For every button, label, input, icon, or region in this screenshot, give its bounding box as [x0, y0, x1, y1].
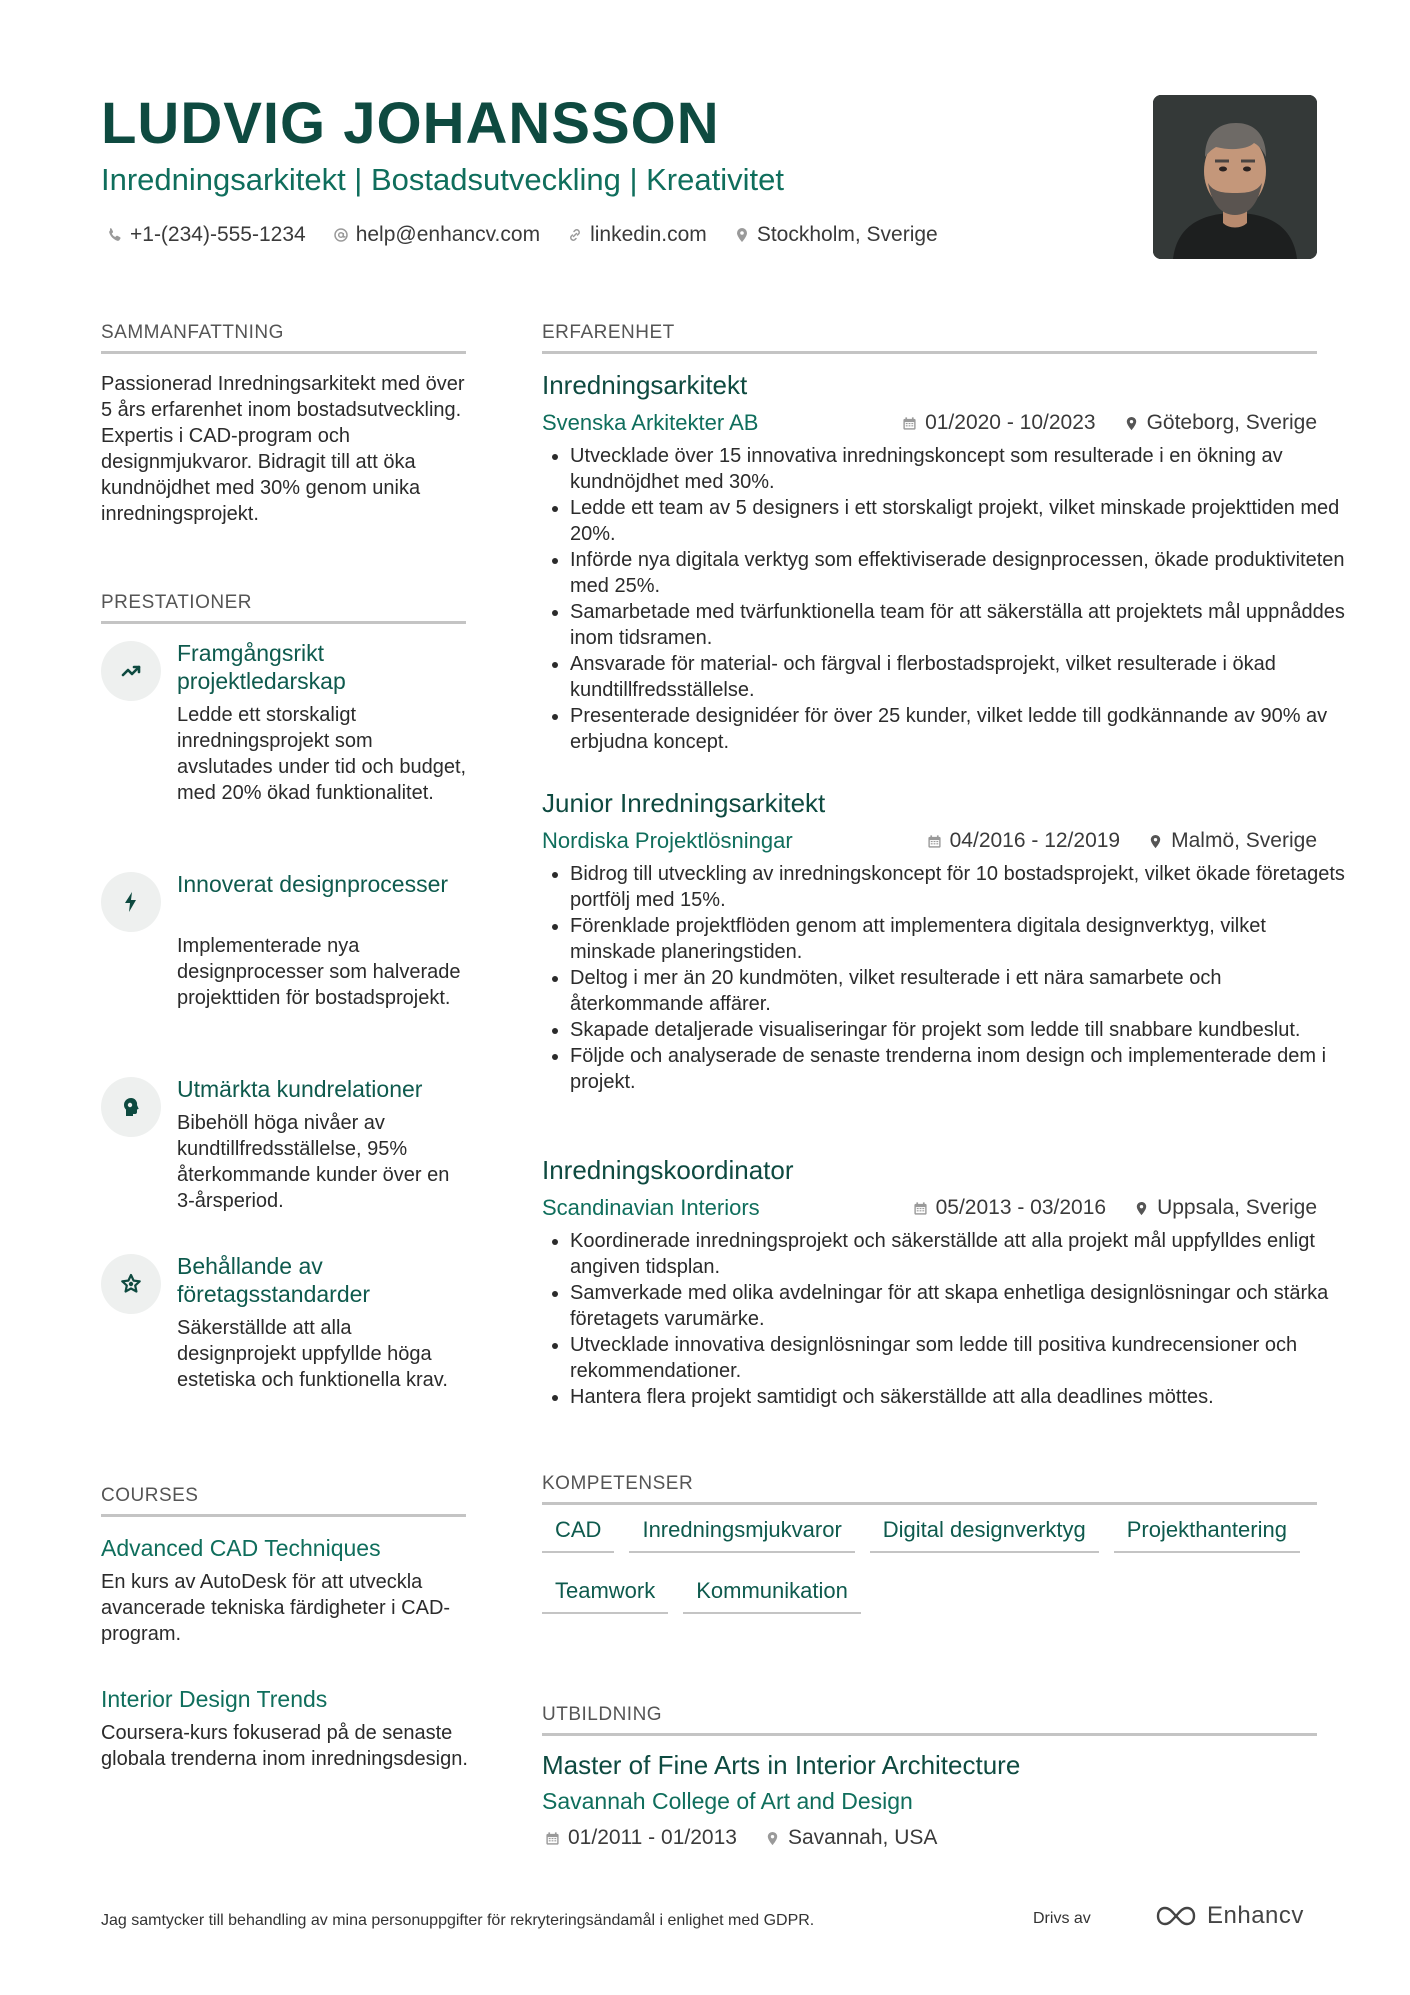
gdpr-consent: Jag samtycker till behandling av mina personuppgifter för rekryteringsändamål i enlighet med GDPR. — [101, 1912, 815, 1929]
courses-heading: COURSES — [101, 1484, 466, 1517]
contact-phone[interactable] — [107, 220, 306, 250]
star-icon — [119, 1272, 143, 1296]
list-item: • Ledde ett team av 5 designers i ett storskaligt projekt, vilket minskade projekttiden med 20%. — [570, 495, 1350, 547]
list-item: • Deltog i mer än 20 kundmöten, vilket resulterade i ett nära samarbete och återkommande affärer. — [570, 965, 1350, 1017]
list-item: • Presenterade designidéer för över 25 kunder, vilket ledde till godkännande av 90% av erbjudna koncept. — [570, 703, 1350, 755]
edu-school: Savannah College of Art and Design — [542, 1788, 913, 1814]
edu-location: Savannah, USA — [787, 1826, 938, 1849]
contact-linkedin[interactable] — [567, 220, 707, 250]
job-title: Junior Inredningsarkitekt — [542, 788, 826, 818]
education-heading: UTBILDNING — [542, 1703, 1317, 1736]
achievement-item — [101, 1252, 471, 1432]
list-item: • Hantera flera projekt samtidigt och säkerställde att alla deadlines möttes. — [570, 1384, 1350, 1410]
contact-email[interactable] — [333, 220, 540, 250]
location-pin-icon — [1134, 1201, 1149, 1216]
summary-text: Passionerad Inredningsarkitekt med över 5 års erfarenhet inom bostadsutveckling. Expertis i CAD-program och designmjukvaror. Bidragit till att öka kundnöjdhet med 30% genom unika inredningsprojekt. — [101, 373, 465, 525]
edu-dates: 01/2011 - 01/2013 — [568, 1826, 737, 1849]
skill-tag: Kommunikation — [683, 1577, 861, 1614]
achievement-item — [101, 639, 471, 839]
company-name: Nordiska Projektlösningar — [542, 828, 793, 853]
achievement-item — [101, 1075, 471, 1225]
list-item: • Införde nya digitala verktyg som effektiviserade designprocessen, ökade produktiviteten med 25%. — [570, 547, 1350, 599]
list-item: • Skapade detaljerade visualiseringar för projekt som ledde till snabbare kundbeslut. — [570, 1017, 1350, 1043]
at-icon — [333, 227, 349, 243]
location-pin-icon — [734, 227, 750, 243]
job-bullets — [542, 861, 1350, 1095]
powered-by-label: Drivs av — [1033, 1910, 1091, 1927]
calendar-icon — [927, 834, 942, 849]
list-item: • Utvecklade innovativa designlösningar som ledde till positiva kundrecensioner och rekommendationer. — [570, 1332, 1350, 1384]
location-text: Stockholm, Sverige — [756, 223, 938, 246]
list-item: • Ansvarade för material- och färgval i flerbostadsprojekt, vilket resulterade i ökad kundtillfredsställelse. — [570, 651, 1350, 703]
job-location: Malmö, Sverige — [1171, 829, 1317, 852]
calendar-icon — [913, 1201, 928, 1216]
achievement-desc: Säkerställde att alla designprojekt uppfyllde höga estetiska och funktionella krav. — [177, 1317, 448, 1391]
list-item: • Förenklade projektflöden genom att implementera digitala designverktyg, vilket minskade planeringstiden. — [570, 913, 1350, 965]
company-name: Scandinavian Interiors — [542, 1195, 760, 1220]
head-icon — [119, 1095, 143, 1119]
contact-bar — [107, 220, 938, 250]
phone-icon — [107, 227, 123, 243]
headline: Inredningsarkitekt | Bostadsutveckling | Kreativitet — [101, 162, 784, 197]
linkedin-text: linkedin.com — [590, 223, 707, 246]
course-title: Advanced CAD Techniques — [101, 1535, 381, 1561]
achievement-desc: Ledde ett storskaligt inredningsprojekt som avslutades under tid och budget, med 20% ökad funktionalitet. — [177, 704, 467, 804]
job-bullets — [542, 443, 1350, 755]
edu-meta — [545, 1823, 937, 1853]
edu-degree: Master of Fine Arts in Interior Architecture — [542, 1750, 1021, 1780]
location-pin-icon — [765, 1831, 780, 1846]
list-item: • Samverkade med olika avdelningar för att skapa enhetliga designlösningar och stärka företagets varumärke. — [570, 1280, 1350, 1332]
achievement-title: Framgångsrikt projektledarskap — [177, 640, 346, 694]
contact-location — [734, 220, 938, 250]
job-meta — [927, 826, 1317, 856]
list-item: • Bidrog till utveckling av inredningskoncept för 10 bostadsprojekt, vilket ökade företagets portfölj med 15%. — [570, 861, 1350, 913]
brand-logo[interactable] — [1153, 1900, 1304, 1932]
job-location: Göteborg, Sverige — [1146, 411, 1317, 434]
skill-tag: Digital designverktyg — [870, 1516, 1099, 1553]
achievement-desc: Implementerade nya designprocesser som halverade projekttiden för bostadsprojekt. — [177, 935, 461, 1009]
job-location: Uppsala, Sverige — [1157, 1196, 1317, 1219]
location-pin-icon — [1124, 416, 1139, 431]
list-item: • Koordinerade inredningsprojekt och säkerställde att alla projekt mål uppfylldes enligt angiven tidsplan. — [570, 1228, 1350, 1280]
job-meta — [902, 408, 1317, 438]
list-item: • Samarbetade med tvärfunktionella team för att säkerställa att projektets mål uppnåddes inom tidsramen. — [570, 599, 1350, 651]
experience-heading: ERFARENHET — [542, 321, 1317, 354]
job-bullets — [542, 1228, 1350, 1410]
lightning-icon — [119, 890, 143, 914]
achievements-heading: PRESTATIONER — [101, 591, 466, 624]
job-title: Inredningsarkitekt — [542, 370, 748, 400]
skill-tag: Inredningsmjukvaror — [629, 1516, 854, 1553]
list-item: • Utvecklade över 15 innovativa inredningskoncept som resulterade i en ökning av kundnöjdhet med 30%. — [570, 443, 1350, 495]
skill-tag: CAD — [542, 1516, 614, 1553]
calendar-icon — [902, 416, 917, 431]
list-item: • Följde och analyserade de senaste trenderna inom design och implementerade dem i projekt. — [570, 1043, 1350, 1095]
job-title: Inredningskoordinator — [542, 1155, 794, 1185]
summary-heading: SAMMANFATTNING — [101, 321, 466, 354]
job-dates: 01/2020 - 10/2023 — [925, 411, 1096, 434]
email-text: help@enhancv.com — [355, 223, 541, 246]
job-dates: 04/2016 - 12/2019 — [949, 829, 1121, 852]
location-pin-icon — [1148, 834, 1163, 849]
job-dates: 05/2013 - 03/2016 — [935, 1196, 1107, 1219]
link-icon — [567, 227, 583, 243]
course-desc: En kurs av AutoDesk för att utveckla avancerade tekniska färdigheter i CAD-program. — [101, 1571, 451, 1645]
achievement-title: Utmärkta kundrelationer — [177, 1076, 423, 1102]
skills-list — [542, 1516, 1322, 1614]
skills-heading: KOMPETENSER — [542, 1472, 1317, 1505]
growth-icon — [119, 659, 143, 683]
enhancv-logo-icon — [1153, 1903, 1199, 1929]
profile-photo — [1153, 95, 1317, 259]
candidate-name: LUDVIG JOHANSSON — [101, 91, 720, 156]
calendar-icon — [545, 1831, 560, 1846]
achievement-title: Innoverat designprocesser — [177, 871, 449, 897]
achievement-desc: Bibehöll höga nivåer av kundtillfredsställelse, 95% återkommande kunder över en 3-årsperiod. — [177, 1112, 450, 1212]
brand-name: Enhancv — [1207, 1902, 1304, 1929]
achievement-title: Behållande av företagsstandarder — [177, 1253, 371, 1307]
skill-tag: Teamwork — [542, 1577, 668, 1614]
achievement-item — [101, 870, 471, 1040]
phone-text: +1-(234)-555-1234 — [130, 223, 306, 246]
job-meta — [913, 1193, 1317, 1223]
course-title: Interior Design Trends — [101, 1686, 328, 1712]
company-name: Svenska Arkitekter AB — [542, 410, 759, 435]
course-desc: Coursera-kurs fokuserad på de senaste globala trenderna inom inredningsdesign. — [101, 1722, 468, 1770]
skill-tag: Projekthantering — [1114, 1516, 1300, 1553]
